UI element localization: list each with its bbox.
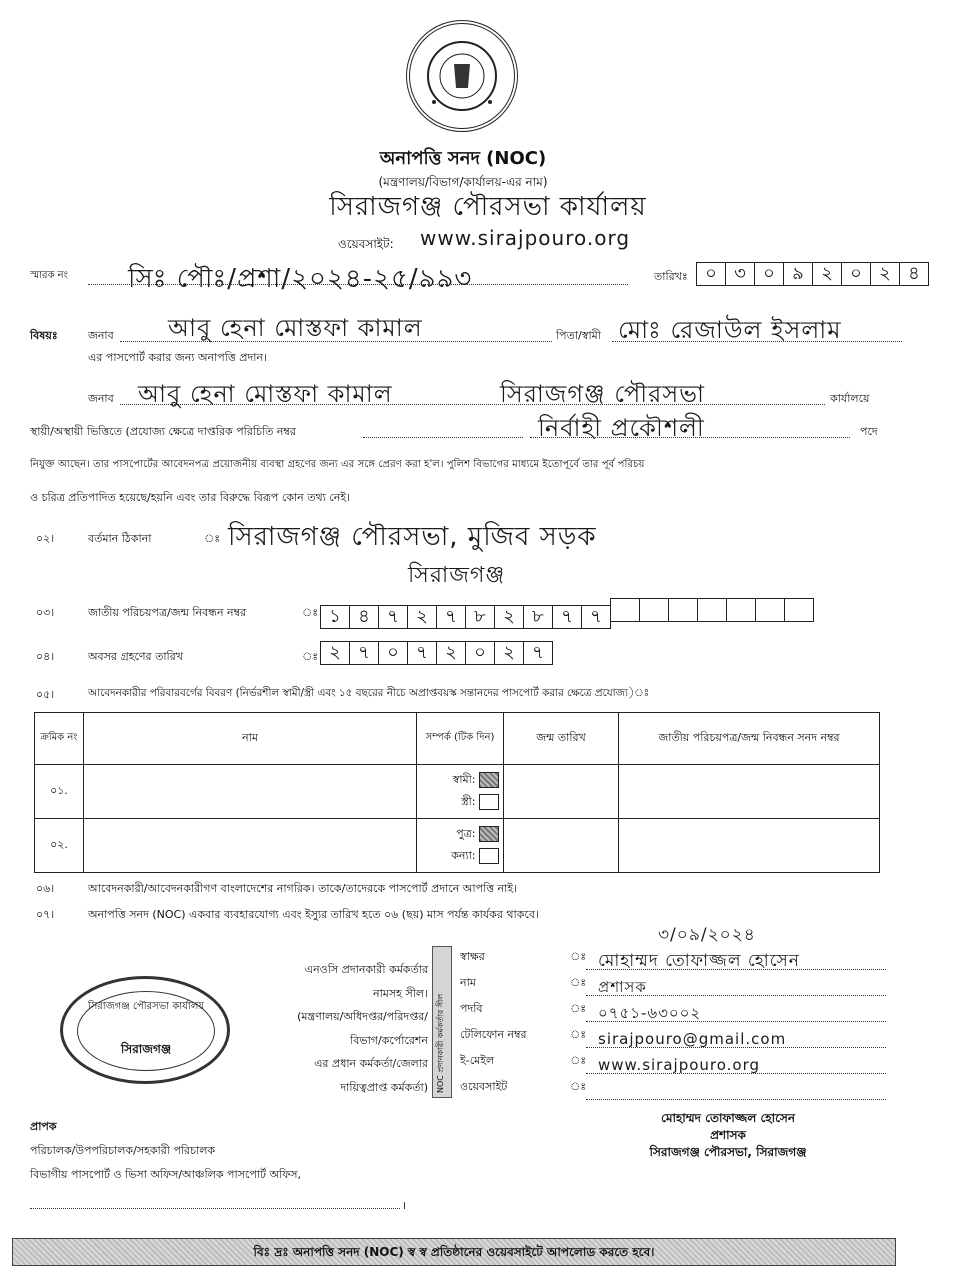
nid-digit	[610, 598, 640, 622]
col-serial: ক্রমিক নং	[35, 713, 84, 765]
nid-digit	[697, 598, 727, 622]
nid-colon: ঃ	[302, 606, 319, 619]
address-label: বর্তমান ঠিকানা	[88, 532, 152, 545]
label-name: নাম	[460, 976, 476, 989]
nid-digit: ৮	[523, 605, 553, 629]
date-digit: ৯	[783, 262, 813, 286]
address-colon: ঃ	[204, 532, 221, 545]
father-label: পিতা/স্বামী	[556, 329, 601, 342]
note-06-text: আবেদনকারী/আবেদনকারীগণ বাংলাদেশের নাগরিক। তাকে/তাদেরকে পাসপোর্ট প্রদানে আপত্তি নাই।	[88, 882, 518, 895]
recipient-line2: বিভাগীয় পাসপোর্ট ও ভিসা অফিস/আঞ্চলিক পাসপোর্ট অফিস,	[30, 1168, 301, 1181]
body-dotline2	[363, 437, 523, 438]
retire-digit: ২	[320, 641, 350, 665]
nid-digit: ২	[494, 605, 524, 629]
item-02-number: ০২।	[36, 532, 55, 545]
website-label: ওয়েবসাইট:	[338, 237, 394, 251]
nid-boxes	[320, 598, 813, 629]
row-relation-cell	[417, 765, 504, 819]
body-name-value: আবু হেনা মোস্তফা কামাল	[138, 380, 393, 408]
label-designation: পদবি	[460, 1002, 483, 1015]
telephone-value: ০৭৫১-৬৩০০২	[598, 1004, 702, 1022]
retire-digit: ৭	[407, 641, 437, 665]
daughter-checkbox[interactable]	[479, 848, 499, 864]
date-digit: ০	[696, 262, 726, 286]
subject-label: বিষয়ঃ	[30, 329, 58, 342]
table-row	[35, 819, 880, 873]
retire-colon: ঃ	[302, 650, 319, 663]
signatory-left-text	[256, 958, 428, 1100]
recipient-label: প্রাপক	[30, 1120, 57, 1133]
date-digit: ৪	[899, 262, 929, 286]
address-value-1: সিরাজগঞ্জ পৌরসভা, মুজিব সড়ক	[228, 522, 597, 552]
official-stamp	[598, 1110, 858, 1161]
office-round-seal	[60, 976, 230, 1084]
stamp-org: সিরাজগঞ্জ পৌরসভা, সিরাজগঞ্জ	[649, 1145, 807, 1159]
date-digit: ০	[754, 262, 784, 286]
memo-value: সিঃ পৌঃ/প্রশা/২০২৪-২৫/৯৯৩	[128, 264, 473, 294]
item-03-number: ০৩।	[36, 606, 55, 619]
seal-emblem-icon	[410, 24, 514, 128]
body-para1: নিযুক্ত আছেন। তার পাসপোর্টের আবেদনপত্র প্রয়োজনীয় ব্যবস্থা গ্রহণের জন্য এর সঙ্গে প্রেরণ করা হ'ল। পুলিশ বিভাগের মাধ্যমে ইতোপূর্বে তার পূর্ব পরিচয়	[30, 459, 645, 470]
signatory-left-line: (মন্ত্রণালয়/অধিদপ্তর/পরিদপ্তর/	[297, 1010, 428, 1024]
body-office-value: সিরাজগঞ্জ পৌরসভা	[500, 380, 706, 408]
row-nid-cell	[619, 765, 880, 819]
seal-vertical-strip	[432, 946, 452, 1098]
ministry-label: (মন্ত্রণালয়/বিভাগ/কার্যালয়-এর নাম)	[378, 175, 548, 189]
retire-digit: ০	[378, 641, 408, 665]
retire-digit: ২	[494, 641, 524, 665]
date-digit: ২	[870, 262, 900, 286]
body-para2: ও চরিত্র প্রতিপাদিত হয়েছে/হয়নি এবং তার বিরুদ্ধে বিরূপ কোন তথ্য নেই।	[30, 491, 350, 504]
nid-digit: ৭	[552, 605, 582, 629]
rel-son-label: পুত্র:	[456, 827, 476, 840]
document-title: অনাপত্তি সনদ (NOC)	[379, 148, 547, 169]
table-row	[35, 765, 880, 819]
nid-label: জাতীয় পরিচয়পত্র/জন্ম নিবন্ধন নম্বর	[88, 606, 247, 619]
signatory-left-line: এনওসি প্রদানকারী কর্মকর্তার	[304, 963, 428, 976]
signatory-left-line: বিভাগ/কর্পোরেশন	[350, 1033, 428, 1047]
item-04-number: ০৪।	[36, 650, 55, 663]
signatory-labels	[460, 944, 578, 1100]
item-06-number: ০৬।	[36, 882, 55, 895]
signatory-colons: ঃ ঃ ঃ ঃ ঃ ঃ	[570, 950, 587, 1093]
col-nid: জাতীয় পরিচয়পত্র/জন্ম নিবন্ধন সনদ নম্বর	[619, 713, 880, 765]
son-checkbox[interactable]	[479, 826, 499, 842]
ministry-value: সিরাজগঞ্জ পৌরসভা কার্যালয়	[329, 192, 647, 222]
post-value: নির্বাহী প্রকৌশলী	[538, 414, 705, 442]
recipient-dotline	[30, 1208, 400, 1209]
nid-digit: ২	[407, 605, 437, 629]
website-value: www.sirajpouro.org	[420, 226, 631, 250]
retire-digit: ০	[465, 641, 495, 665]
date-digit: ২	[812, 262, 842, 286]
recipient-end-mark: ।	[402, 1199, 407, 1212]
nid-digit	[668, 598, 698, 622]
subject-name-value: আবু হেনা মোস্তফা কামাল	[168, 314, 423, 342]
nid-digit: ১	[320, 605, 350, 629]
vertical-strip-text: NOC প্রদানকারী কর্মকর্তার সীল	[436, 993, 445, 1093]
website-value-sign: www.sirajpouro.org	[598, 1056, 761, 1074]
retire-digit: ৭	[349, 641, 379, 665]
date-label: তারিখঃ	[654, 270, 688, 283]
col-relation: সম্পর্ক (টিক দিন)	[417, 713, 504, 765]
name-value: মোহাম্মদ তোফাজ্জল হোসেন	[598, 951, 800, 971]
memo-label: স্মারক নং	[30, 270, 68, 281]
stamp-name: মোহাম্মদ তোফাজ্জল হোসেন	[660, 1111, 796, 1125]
footer-note: বিঃ দ্রঃ অনাপত্তি সনদ (NOC) স্ব স্ব প্রতিষ্ঠানের ওয়েবসাইটে আপলোড করতে হবে।	[253, 1245, 655, 1259]
row-birthdate-cell	[504, 819, 619, 873]
note-07-text: অনাপত্তি সনদ (NOC) একবার ব্যবহারযোগ্য এবং ইস্যুর তারিখ হতে ০৬ (ছয়) মাস পর্যন্ত কার্যকর থাকবে।	[88, 908, 539, 921]
retire-digit: ৭	[523, 641, 553, 665]
signature-value: ৩/০৯/২০২৪	[658, 925, 756, 945]
stamp-title: প্রশাসক	[710, 1128, 746, 1142]
nid-digit: ৪	[349, 605, 379, 629]
body-office-label: কার্যালয়ে	[830, 392, 870, 405]
nid-digit: ৭	[436, 605, 466, 629]
rel-husband-label: স্বামী:	[452, 773, 476, 786]
post-label: পদে	[860, 425, 878, 438]
date-boxes	[696, 262, 928, 286]
round-seal-bottom: সিরাজগঞ্জ	[120, 1042, 172, 1056]
label-website: ওয়েবসাইট	[460, 1080, 508, 1093]
husband-checkbox[interactable]	[479, 772, 499, 788]
retire-label: অবসর গ্রহণের তারিখ	[88, 650, 183, 663]
nid-digit: ৭	[378, 605, 408, 629]
nid-digit: ৭	[581, 605, 611, 629]
recipient-line1: পরিচালক/উপপরিচালক/সহকারী পরিচালক	[30, 1144, 216, 1157]
signatory-left-line: এর প্রধান কর্মকর্তা/জেলার	[314, 1057, 428, 1071]
row-birthdate-cell	[504, 765, 619, 819]
family-label: আবেদনকারীর পরিবারবর্গের বিবরণ (নির্ভরশীল স্বামী/স্ত্রী এবং ১৫ বছরের নীচে অপ্রাপ্তবয়স্ক সন্তানদের পাসপোর্ট করার ক্ষেত্রে প্রযোজ্য)ঃ	[88, 687, 650, 699]
row-relation-cell	[417, 819, 504, 873]
nid-digit	[726, 598, 756, 622]
address-value-2: সিরাজগঞ্জ	[408, 563, 506, 588]
round-seal-text: সিরাজগঞ্জ পৌরসভা কার্যালয়	[87, 1001, 205, 1012]
family-table	[34, 712, 880, 873]
label-email: ই-মেইল	[460, 1054, 495, 1067]
footer-note-band	[12, 1238, 896, 1266]
row-name-cell	[84, 819, 417, 873]
body-line2: স্থায়ী/অস্থায়ী ভিত্তিতে (প্রযোজ্য ক্ষেত্রে দাপ্তরিক পরিচিতি নম্বর	[30, 425, 296, 438]
row-name-cell	[84, 765, 417, 819]
date-digit: ০	[841, 262, 871, 286]
row-serial: ০১.	[35, 765, 84, 819]
retire-boxes	[320, 641, 552, 665]
rel-wife-label: স্ত্রী:	[461, 795, 476, 808]
wife-checkbox[interactable]	[479, 794, 499, 810]
body-mr: জনাব	[88, 392, 114, 405]
father-value: মোঃ রেজাউল ইসলাম	[618, 316, 842, 344]
nid-digit	[784, 598, 814, 622]
col-name: নাম	[84, 713, 417, 765]
nid-digit	[755, 598, 785, 622]
designation-value: প্রশাসক	[598, 978, 647, 996]
date-digit: ৩	[725, 262, 755, 286]
retire-digit: ২	[436, 641, 466, 665]
item-05-number: ০৫।	[36, 688, 55, 701]
label-signature: স্বাক্ষর	[460, 950, 485, 963]
row-nid-cell	[619, 819, 880, 873]
signatory-values	[598, 922, 918, 1078]
item-07-number: ০৭।	[36, 908, 55, 921]
signatory-left-line: নামসহ সীল।	[373, 986, 428, 1000]
row-serial: ০২.	[35, 819, 84, 873]
email-value: sirajpouro@gmail.com	[598, 1030, 787, 1048]
subject-mr: জনাব	[88, 329, 114, 342]
subject-line2: এর পাসপোর্ট করার জন্য অনাপত্তি প্রদান।	[88, 351, 267, 364]
noc-document	[8, 0, 938, 1280]
nid-digit	[639, 598, 669, 622]
government-seal	[406, 20, 518, 132]
signatory-left-line: দায়িত্বপ্রাপ্ত কর্মকর্তা)	[340, 1080, 428, 1094]
label-telephone: টেলিফোন নম্বর	[460, 1028, 527, 1041]
nid-digit: ৮	[465, 605, 495, 629]
col-birthdate: জন্ম তারিখ	[504, 713, 619, 765]
rel-daughter-label: কন্যা:	[451, 849, 476, 862]
